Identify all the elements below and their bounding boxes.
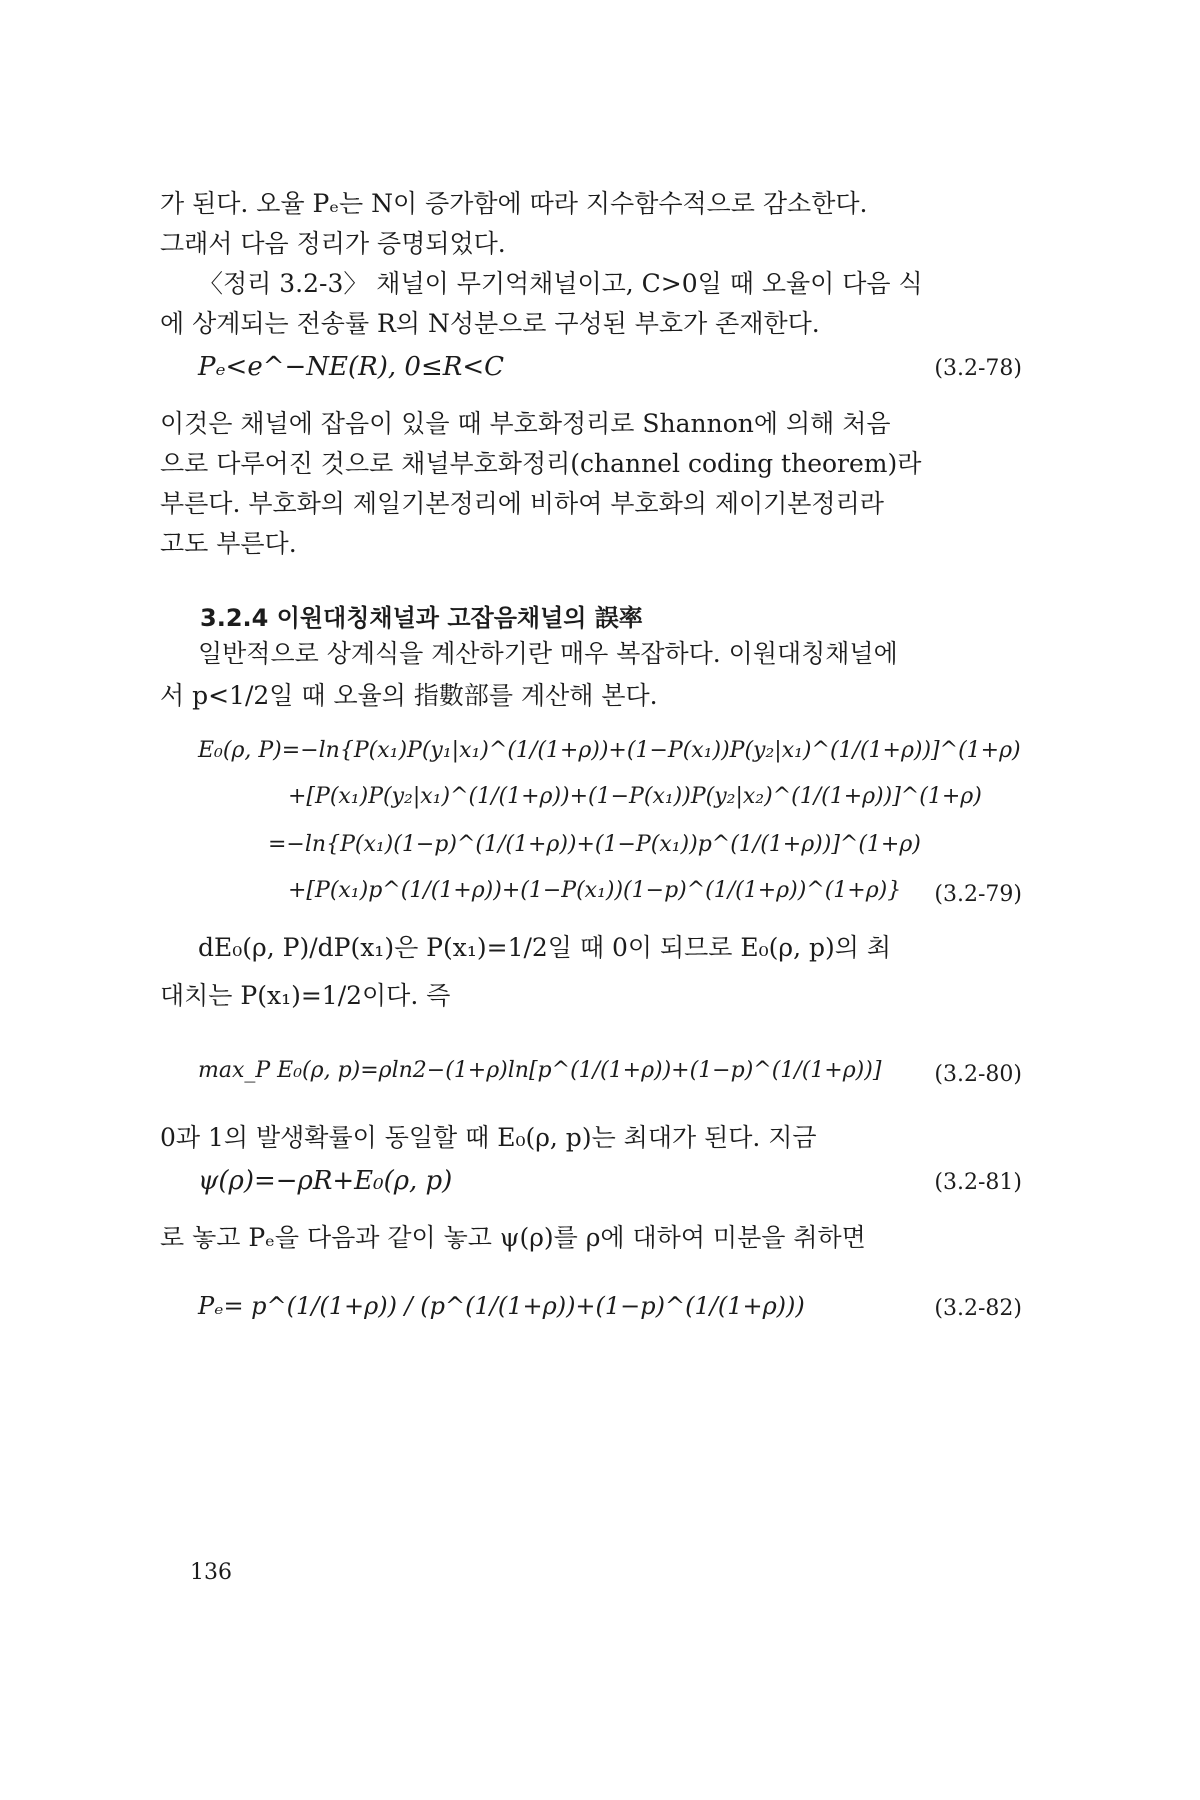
paragraph-line: 서 p<1/2일 때 오율의 指數部를 계산해 본다. <box>160 681 658 710</box>
theorem-statement: 〈정리 3.2-3〉 채널이 무기억채널이고, C>0일 때 오율이 다음 식 <box>198 269 923 298</box>
paragraph-line: 0과 1의 발생확률이 동일할 때 E₀(ρ, p)는 최대가 된다. 지금 <box>160 1123 817 1152</box>
paragraph-line: 로 놓고 Pₑ을 다음과 같이 놓고 ψ(ρ)를 ρ에 대하여 미분을 취하면 <box>160 1223 866 1252</box>
equation-3-2-79-line-3: =−ln{P(x₁)(1−p)^(1/(1+ρ))+(1−P(x₁))p^(1/(1+ρ))]^(1+ρ) <box>268 832 921 857</box>
equation-number: (3.2-78) <box>934 356 1022 381</box>
equation-3-2-78: Pₑ<e^−NE(R), 0≤R<C <box>198 352 505 382</box>
equation-3-2-79-line-4: +[P(x₁)p^(1/(1+ρ))+(1−P(x₁))(1−p)^(1/(1+ρ))^(1+ρ)} <box>288 878 902 903</box>
paragraph-line: 그래서 다음 정리가 증명되었다. <box>160 229 506 258</box>
paragraph-line: 일반적으로 상계식을 계산하기란 매우 복잡하다. 이원대칭채널에 <box>198 639 898 668</box>
paragraph-line: dE₀(ρ, P)/dP(x₁)은 P(x₁)=1/2일 때 0이 되므로 E₀(ρ, p)의 최 <box>198 933 892 962</box>
equation-number: (3.2-79) <box>934 882 1022 907</box>
paragraph-line: 가 된다. 오율 Pₑ는 N이 증가함에 따라 지수함수적으로 감소한다. <box>160 189 868 218</box>
equation-3-2-80: max_P E₀(ρ, p)=ρln2−(1+ρ)ln[p^(1/(1+ρ))+(1−p)^(1/(1+ρ))] <box>198 1058 882 1083</box>
equation-3-2-81: ψ(ρ)=−ρR+E₀(ρ, p) <box>198 1166 453 1196</box>
equation-3-2-82: Pₑ= p^(1/(1+ρ)) / (p^(1/(1+ρ))+(1−p)^(1/(1+ρ))) <box>198 1292 805 1320</box>
paragraph-line: 에 상계되는 전송률 R의 N성분으로 구성된 부호가 존재한다. <box>160 309 820 338</box>
section-heading: 3.2.4 이원대칭채널과 고잡음채널의 誤率 <box>200 604 643 632</box>
equation-3-2-79-line-1: E₀(ρ, P)=−ln{P(x₁)P(y₁|x₁)^(1/(1+ρ))+(1−P(x₁))P(y₂|x₁)^(1/(1+ρ))]^(1+ρ) <box>198 738 1021 763</box>
paragraph-line: 이것은 채널에 잡음이 있을 때 부호화정리로 Shannon에 의해 처음 <box>160 409 891 438</box>
equation-number: (3.2-82) <box>934 1296 1022 1321</box>
paragraph-line: 으로 다루어진 것으로 채널부호화정리(channel coding theorem)라 <box>160 449 922 478</box>
equation-3-2-79-line-2: +[P(x₁)P(y₂|x₁)^(1/(1+ρ))+(1−P(x₁))P(y₂|x₂)^(1/(1+ρ))]^(1+ρ) <box>288 784 982 809</box>
equation-number: (3.2-80) <box>934 1062 1022 1087</box>
paragraph-line: 고도 부른다. <box>160 529 297 558</box>
page-number: 136 <box>190 1560 232 1585</box>
paragraph-line: 부른다. 부호화의 제일기본정리에 비하여 부호화의 제이기본정리라 <box>160 489 884 518</box>
paragraph-line: 대치는 P(x₁)=1/2이다. 즉 <box>160 981 451 1010</box>
equation-number: (3.2-81) <box>934 1170 1022 1195</box>
